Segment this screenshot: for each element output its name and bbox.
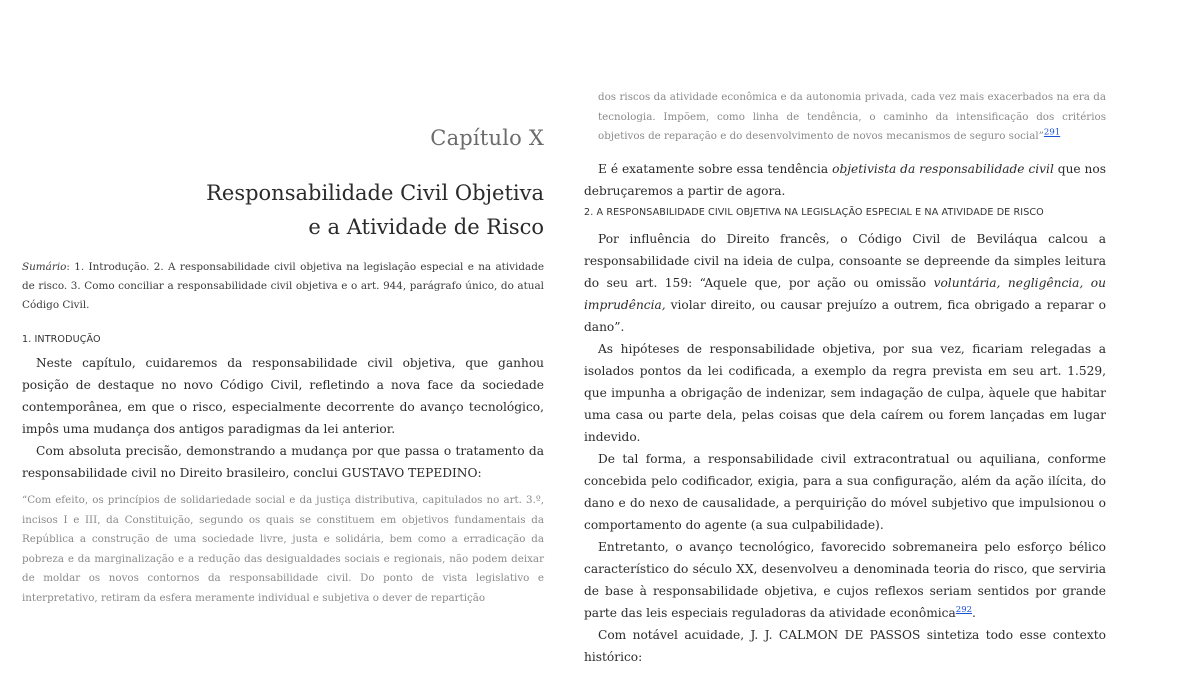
paragraph: Neste capítulo, cuidaremos da responsabilidade civil objetiva, que ganhou posição de destaque no novo Código Civil, refletindo a nova face da sociedade contemporânea, em que o risco, especialmente decorrente do avanço tecnológico, impôs uma mudança dos antigos paradigmas da lei anterior.	[22, 356, 544, 436]
left-body-text	[22, 352, 544, 484]
emphasis-text: objetivista da responsabilidade civil	[832, 162, 1054, 176]
summary-text: : 1. Introdução. 2. A responsabilidade civil objetiva na legislação especial e na atividade de risco. 3. Como conciliar a responsabilidade civil objetiva e o art. 944, parágrafo único, do atual Código Civil.	[22, 261, 544, 311]
paragraph: Com notável acuidade, J. J. CALMON DE PASSOS sintetiza todo esse contexto histórico:	[584, 628, 1106, 664]
emphasis-text: voluntária, negligência, ou imprudência,	[584, 276, 1106, 312]
summary-label: Sumário	[22, 261, 67, 273]
paragraph-text: violar direito, ou causar prejuízo a outrem, fica obrigado a reparar o dano”.	[584, 298, 1106, 334]
footnote-link-292[interactable]: 292	[955, 604, 973, 615]
chapter-title	[206, 176, 544, 244]
paragraph	[584, 536, 1106, 624]
section-heading-responsabilidade: 2. A RESPONSABILIDADE CIVIL OBJETIVA NA LEGISLAÇÃO ESPECIAL E NA ATIVIDADE DE RISCO	[584, 207, 1044, 218]
paragraph-text: Por influência do Direito francês, o Código Civil de Beviláqua calcou a responsabilidade civil na ideia de culpa, consoante se depreende da simples leitura do seu art. 159: “Aquele que, por ação ou omissão	[584, 232, 1106, 290]
right-body-text	[584, 228, 1106, 668]
block-quote: “Com efeito, os princípios de solidariedade social e da justiça distributiva, capitulados no art. 3.º, incisos I e III, da Constituição, segundo os quais se constituem em objetivos fundamentais da República a construção de uma sociedade livre, justa e solidária, bem como a erradicação da pobreza e da marginalização e a redução das desigualdades sociais e regionais, não podem deixar de moldar os novos contornos da responsabilidade civil. Do ponto de vista legislativo e interpretativo, retiram da esfera meramente individual e subjetiva o dever de repartição	[22, 494, 544, 604]
block-quote-continued	[598, 88, 1106, 147]
paragraph-text: Entretanto, o avanço tecnológico, favorecido sobremaneira pelo esforço bélico característico do século XX, desenvolveu a denominada teoria do risco, que serviria de base à responsabilidade objetiva, e cujos reflexos seriam sentidos por grande parte das leis especiais reguladoras da atividade econômica	[584, 540, 1106, 620]
quote-continued-text: dos riscos da atividade econômica e da autonomia privada, cada vez mais exacerbados na era da tecnologia. Impõem, como linha de tendência, o caminho da intensificação dos critérios objetivos de reparação e do desenvolvimento de novos mecanismos de seguro social”	[598, 91, 1106, 142]
paragraph	[584, 158, 1106, 202]
paragraph: Com absoluta precisão, demonstrando a mudança por que passa o tratamento da responsabilidade civil no Direito brasileiro, conclui GUSTAVO TEPEDINO:	[22, 444, 544, 480]
chapter-label: Capítulo X	[430, 126, 544, 150]
section-heading-introducao: 1. INTRODUÇÃO	[22, 334, 101, 345]
chapter-summary	[22, 258, 544, 315]
paragraph-text: .	[972, 606, 976, 620]
paragraph: De tal forma, a responsabilidade civil extracontratual ou aquiliana, conforme concebida pelo codificador, exigia, para a sua configuração, além da ação ilícita, do dano e do nexo de causalidade, a perquirição do móvel subjetivo que impulsionou o comportamento do agente (a sua culpabilidade).	[584, 452, 1106, 532]
paragraph	[584, 228, 1106, 338]
chapter-title-line-1: Responsabilidade Civil Objetiva	[206, 181, 544, 205]
paragraph-text: E é exatamente sobre essa tendência	[598, 162, 833, 176]
paragraph-text: que nos debruçaremos a partir de agora.	[584, 162, 1106, 198]
paragraph: As hipóteses de responsabilidade objetiva, por sua vez, ficariam relegadas a isolados pontos da lei codificada, a exemplo da regra prevista em seu art. 1.529, que impunha a obrigação de indenizar, sem indagação de culpa, àquele que habitar uma casa ou parte dela, pelas coisas que dela caírem ou forem lançadas em lugar indevido.	[584, 342, 1106, 444]
chapter-title-line-2: e a Atividade de Risco	[308, 215, 544, 239]
footnote-link-291[interactable]: 291	[1043, 127, 1061, 138]
